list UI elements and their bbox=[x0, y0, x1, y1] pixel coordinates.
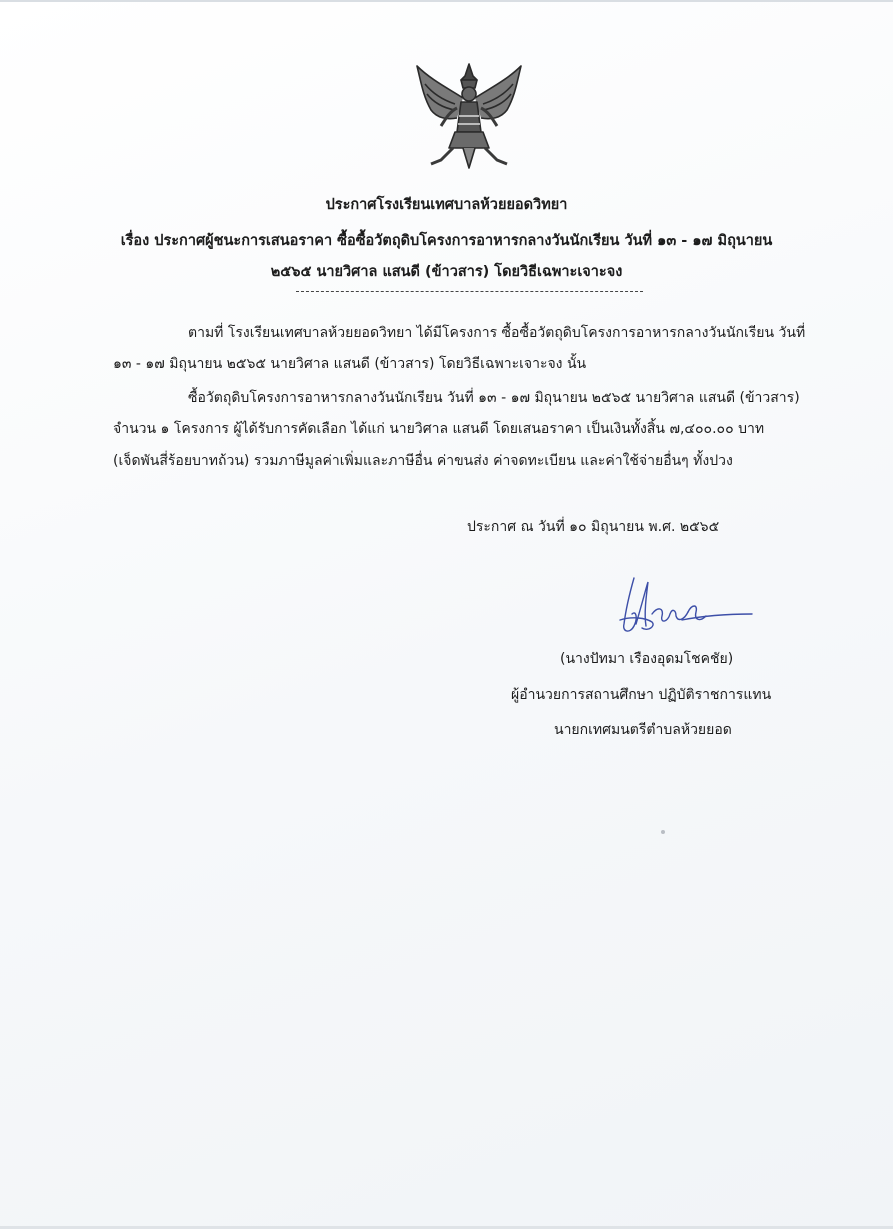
garuda-emblem-icon bbox=[411, 60, 527, 172]
paragraph2-line2: จำนวน ๑ โครงการ ผู้ได้รับการคัดเลือก ได้แก่ นายวิศาล แสนดี โดยเสนอราคา เป็นเงินทั้งสิ้น ๗,๔๐๐.๐๐ บาท bbox=[113, 421, 765, 437]
scan-speck bbox=[661, 830, 665, 834]
signatory-on-behalf: นายกเทศมนตรีตำบลห้วยยอด bbox=[554, 722, 732, 738]
paragraph2-line1: ซื้อวัตถุดิบโครงการอาหารกลางวันนักเรียน วันที่ ๑๓ - ๑๗ มิถุนายน ๒๕๖๕ นายวิศาล แสนดี (ข้าวสาร) bbox=[188, 390, 800, 406]
subject-line-1: เรื่อง ประกาศผู้ชนะการเสนอราคา ซื้อซื้อวัตถุดิบโครงการอาหารกลางวันนักเรียน วันที่ ๑๓ - ๑๗ มิถุนายน bbox=[120, 233, 773, 249]
subject-line-2: ๒๕๖๕ นายวิศาล แสนดี (ข้าวสาร) โดยวิธีเฉพาะเจาะจง bbox=[270, 264, 623, 280]
signatory-position: ผู้อำนวยการสถานศึกษา ปฏิบัติราชการแทน bbox=[511, 687, 772, 703]
announcement-date: ประกาศ ณ วันที่ ๑๐ มิถุนายน พ.ศ. ๒๕๖๕ bbox=[467, 519, 720, 535]
signature-image bbox=[612, 574, 754, 640]
top-edge bbox=[0, 0, 893, 2]
paragraph1-line2: ๑๓ - ๑๗ มิถุนายน ๒๕๖๕ นายวิศาล แสนดี (ข้าวสาร) โดยวิธีเฉพาะเจาะจง นั้น bbox=[113, 356, 587, 372]
paragraph2-line3: (เจ็ดพันสี่ร้อยบาทถ้วน) รวมภาษีมูลค่าเพิ่มและภาษีอื่น ค่าขนส่ง ค่าจดทะเบียน และค่าใช้จ่ายอื่นๆ ทั้งปวง bbox=[113, 453, 733, 469]
separator-line bbox=[296, 291, 643, 292]
announcement-title: ประกาศโรงเรียนเทศบาลห้วยยอดวิทยา bbox=[325, 197, 568, 213]
paragraph1-line1: ตามที่ โรงเรียนเทศบาลห้วยยอดวิทยา ได้มีโครงการ ซื้อซื้อวัตถุดิบโครงการอาหารกลางวันนักเรียน วันที่ bbox=[188, 325, 806, 341]
signatory-name: (นางปัทมา เรืองอุดมโชคชัย) bbox=[560, 651, 734, 667]
